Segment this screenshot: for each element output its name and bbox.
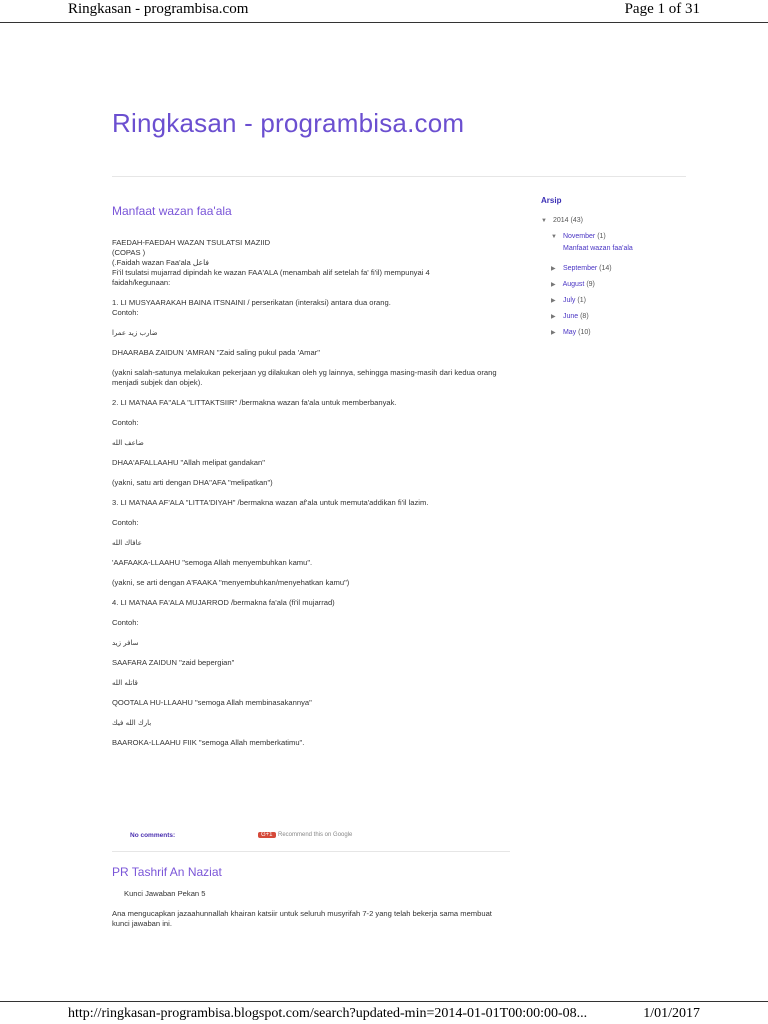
post-title[interactable]: PR Tashrif An Naziat <box>112 865 222 879</box>
post-footer <box>112 828 510 848</box>
contoh-label: Contoh: <box>112 518 139 527</box>
arabic-example: قاتله الله <box>112 679 138 687</box>
expand-down-icon[interactable]: ▼ <box>551 234 557 240</box>
recommend-text: Recommend this on Google <box>278 832 353 838</box>
archive-count: (8) <box>580 313 589 320</box>
post-title[interactable]: Manfaat wazan faa'ala <box>112 204 232 218</box>
arabic-example: سافر زيد <box>112 639 139 647</box>
archive-count: (43) <box>570 217 583 224</box>
arabic-example: ضارب زيد عمرا <box>112 329 158 337</box>
comments-link[interactable]: No comments: <box>130 832 176 839</box>
post-intro <box>112 238 510 288</box>
example-note: (yakni, satu arti dengan DHA''AFA "melipatkan") <box>112 478 273 487</box>
archive-count: (9) <box>586 281 595 288</box>
intro-line: (COPAS ) <box>112 248 146 257</box>
archive-month-label[interactable]: November <box>562 233 596 240</box>
example-text: 'AAFAAKA-LLAAHU "semoga Allah menyembuhkan kamu". <box>112 558 313 567</box>
archive-month-august[interactable] <box>541 281 691 297</box>
example-text: QOOTALA HU-LLAAHU "semoga Allah membinasakannya" <box>112 698 312 707</box>
archive-count: (1) <box>577 297 586 304</box>
expand-right-icon[interactable]: ▶ <box>551 266 556 272</box>
example-text: SAAFARA ZAIDUN "zaid bepergian" <box>112 658 235 667</box>
archive-month-june[interactable] <box>541 313 691 329</box>
expand-down-icon[interactable]: ▼ <box>541 218 547 224</box>
archive-count: (10) <box>578 329 591 336</box>
post-text: Ana mengucapkan jazaahunnallah khairan katsiir untuk seluruh musyrifah 7-2 yang telah bekerja sama membuat kunci jawaban ini. <box>112 909 492 928</box>
archive-month-label[interactable]: May <box>562 329 577 336</box>
blog-title[interactable]: Ringkasan - programbisa.com <box>112 108 465 138</box>
expand-right-icon[interactable]: ▶ <box>551 282 556 288</box>
arabic-example: بارك الله فيك <box>112 719 152 727</box>
example-text: BAAROKA-LLAAHU FIIK "semoga Allah memberkatimu". <box>112 738 305 747</box>
expand-right-icon[interactable]: ▶ <box>551 330 556 336</box>
expand-right-icon[interactable]: ▶ <box>551 298 556 304</box>
arabic-example: عافاك الله <box>112 539 142 547</box>
archive-post-link[interactable] <box>541 245 691 265</box>
intro-line: faidah/kegunaan: <box>112 278 171 287</box>
archive-year-2014[interactable] <box>541 217 691 233</box>
contoh-label: Contoh: <box>112 308 139 317</box>
post-subtitle: Kunci Jawaban Pekan 5 <box>124 889 206 898</box>
example-note: (yakni, se arti dengan A'FAAKA "menyembuhkan/menyehatkan kamu") <box>112 578 350 587</box>
intro-line: Fi'il tsulatsi mujarrad dipindah ke wazan FAA'ALA (menambah alif setelah fa' fi'il) mempunyai 4 <box>112 268 430 277</box>
post-pr-tashrif <box>112 867 510 939</box>
post-divider <box>112 851 510 852</box>
archive-month-label[interactable]: July <box>562 297 576 304</box>
header-divider <box>112 176 686 177</box>
archive-heading: Arsip <box>541 196 562 205</box>
point-1: 1. LI MUSYAARAKAH BAINA ITSNAINI / perserikatan (interaksi) antara dua orang. <box>112 298 391 307</box>
print-footer-url: http://ringkasan-programbisa.blogspot.com/search?updated-min=2014-01-01T00:00:00-08... <box>68 1006 588 1021</box>
archive-count: (14) <box>599 265 612 272</box>
print-header <box>0 0 768 23</box>
archive-month-september[interactable] <box>541 265 691 281</box>
example-text: DHAARABA ZAIDUN 'AMRAN "Zaid saling pukul pada 'Amar" <box>112 348 320 357</box>
post-manfaat-wazan <box>112 206 510 758</box>
archive-month-may[interactable] <box>541 329 691 345</box>
archive-post-title[interactable]: Manfaat wazan faa'ala <box>563 245 633 252</box>
intro-line: FAEDAH-FAEDAH WAZAN TSULATSI MAZIID <box>112 238 271 247</box>
point-2: 2. LI MA'NAA FA''ALA "LITTAKTSIIR" /bermakna wazan fa'ala untuk memberbanyak. <box>112 398 397 407</box>
print-footer <box>0 1001 768 1024</box>
archive-count: (1) <box>597 233 606 240</box>
archive-month-july[interactable] <box>541 297 691 313</box>
print-header-title: Ringkasan - programbisa.com <box>68 1 249 17</box>
page-number: Page 1 of 31 <box>624 1 700 17</box>
example-text: DHAA'AFALLAAHU "Allah melipat gandakan" <box>112 458 265 467</box>
gplus-button[interactable]: G+1 <box>258 832 276 838</box>
archive-month-label[interactable]: June <box>562 313 579 320</box>
archive-month-label[interactable]: August <box>562 281 585 288</box>
point-4: 4. LI MA'NAA FA'ALA MUJARROD /bermakna fa'ala (fi'il mujarrad) <box>112 598 335 607</box>
example-note: (yakni salah-satunya melakukan pekerjaan yg dilakukan oleh yg lainnya, sehingga masing-masih dari kedua orang menjadi subjek dan objek). <box>112 368 497 387</box>
blog-archive <box>541 196 691 345</box>
point-3: 3. LI MA'NAA AF'ALA "LITTA'DIYAH" /bermakna wazan af'ala untuk memuta'addikan fi'il lazim. <box>112 498 429 507</box>
arabic-example: ضاعف الله <box>112 439 144 447</box>
expand-right-icon[interactable]: ▶ <box>551 314 556 320</box>
archive-month-label[interactable]: September <box>562 265 598 272</box>
intro-line: (.Faidah wazan Faa'ala فاعل <box>112 258 210 267</box>
archive-year-label[interactable]: 2014 <box>552 217 569 224</box>
print-footer-date: 1/01/2017 <box>643 1006 700 1021</box>
contoh-label: Contoh: <box>112 418 139 427</box>
contoh-label: Contoh: <box>112 618 139 627</box>
